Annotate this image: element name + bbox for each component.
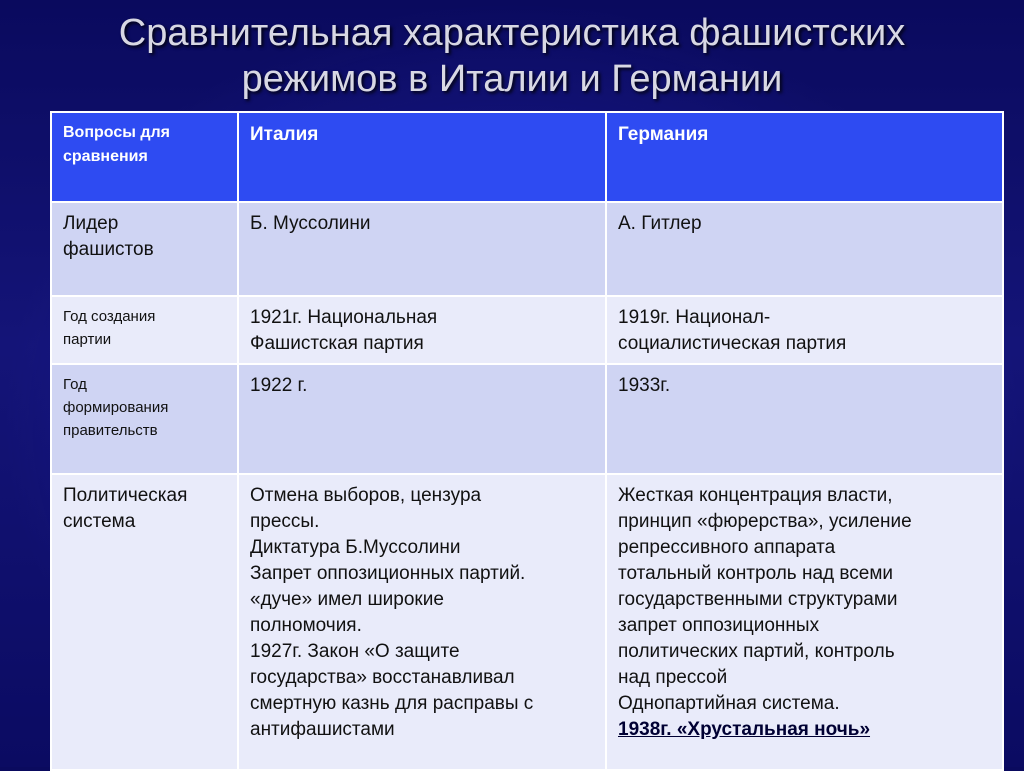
label-line: фашистов: [63, 239, 154, 260]
header-questions: [51, 112, 238, 202]
table-row-political-system: [51, 474, 1003, 770]
cell-line: государства» восстанавливал: [250, 667, 515, 688]
slide-title-line-1: Сравнительная характеристика фашистских: [118, 12, 906, 54]
cell-line: запрет оппозиционных: [618, 615, 820, 636]
header-questions-line: Вопросы для: [63, 124, 170, 141]
cell-line: Запрет оппозиционных партий.: [250, 563, 526, 584]
cell-line: социалистическая партия: [618, 333, 847, 354]
row-label-political-system: [51, 474, 238, 770]
slide-title: [0, 10, 1024, 102]
kristallnacht-link[interactable]: 1938г. «Хрустальная ночь»: [618, 719, 871, 740]
cell-line: тотальный контроль над всеми: [618, 563, 894, 584]
label-line: Год: [63, 376, 87, 393]
cell-italy-leader: [238, 202, 606, 296]
row-label-government-year: [51, 364, 238, 474]
cell-line: принцип «фюрерства», усиление: [618, 511, 912, 532]
cell-germany-government-year: [606, 364, 1003, 474]
header-italy: Италия: [238, 112, 606, 202]
cell-line: 1919г. Национал-: [618, 307, 771, 328]
cell-italy-political-system: [238, 474, 606, 770]
row-label-leader: [51, 202, 238, 296]
table-row-party-year: [51, 296, 1003, 364]
cell-line: репрессивного аппарата: [618, 537, 836, 558]
cell-line: смертную казнь для расправы с: [250, 693, 534, 714]
table-row-leader: [51, 202, 1003, 296]
cell-line: «дуче» имел широкие: [250, 589, 444, 610]
cell-line: Фашистская партия: [250, 333, 424, 354]
cell-italy-party-year: [238, 296, 606, 364]
comparison-table: [50, 111, 1004, 771]
cell-germany-party-year: [606, 296, 1003, 364]
cell-line: над прессой: [618, 667, 728, 688]
label-line: Лидер: [63, 213, 119, 234]
cell-line: Отмена выборов, цензура: [250, 485, 482, 506]
cell-italy-government-year: [238, 364, 606, 474]
cell-line: политических партий, контроль: [618, 641, 895, 662]
cell-line: Жесткая концентрация власти,: [618, 485, 893, 506]
label-line: формирования: [63, 399, 169, 416]
cell-line: А. Гитлер: [618, 213, 702, 234]
header-questions-line: сравнения: [63, 148, 148, 165]
cell-line: 1922 г.: [250, 375, 308, 396]
cell-line: 1921г. Национальная: [250, 307, 438, 328]
slide-title-line-2: режимов в Италии и Германии: [241, 58, 783, 100]
cell-germany-political-system: [606, 474, 1003, 770]
cell-germany-leader: [606, 202, 1003, 296]
cell-line: прессы.: [250, 511, 320, 532]
label-line: правительств: [63, 422, 158, 439]
cell-line: антифашистами: [250, 719, 395, 740]
table-row-government-year: [51, 364, 1003, 474]
header-germany: Германия: [606, 112, 1003, 202]
cell-line: 1933г.: [618, 375, 671, 396]
label-line: партии: [63, 331, 112, 348]
table-header-row: [51, 112, 1003, 202]
label-line: Политическая: [63, 485, 188, 506]
label-line: система: [63, 511, 136, 532]
cell-line: государственными структурами: [618, 589, 898, 610]
cell-line: полномочия.: [250, 615, 362, 636]
cell-line: Б. Муссолини: [250, 213, 371, 234]
cell-line: 1927г. Закон «О защите: [250, 641, 460, 662]
row-label-party-year: [51, 296, 238, 364]
cell-line: Диктатура Б.Муссолини: [250, 537, 461, 558]
cell-line: Однопартийная система.: [618, 693, 840, 714]
label-line: Год создания: [63, 308, 156, 325]
